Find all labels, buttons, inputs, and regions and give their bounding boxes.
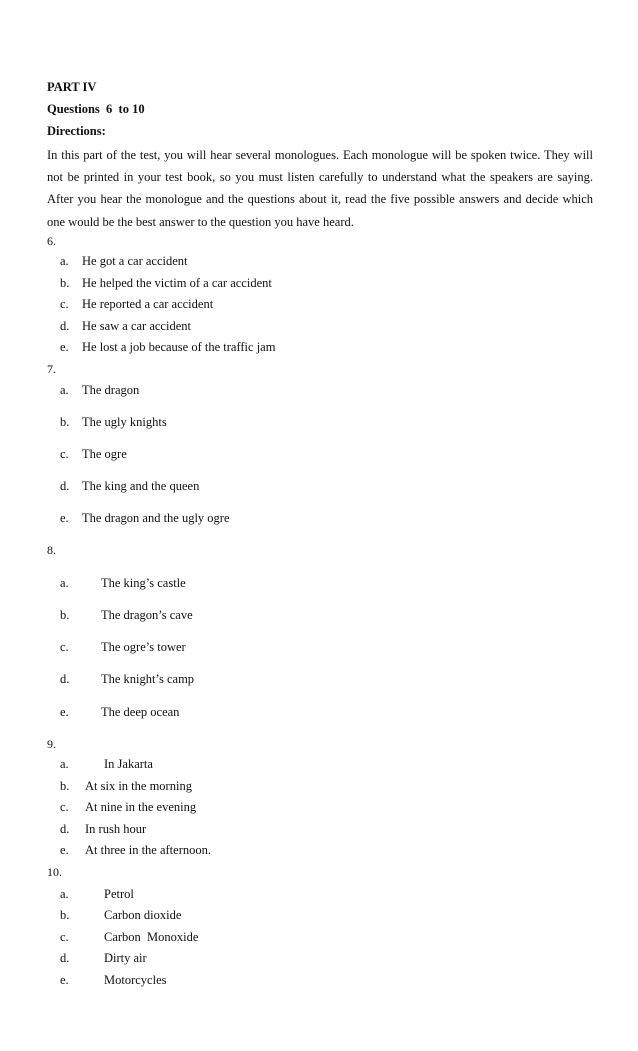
option-letter: a. xyxy=(60,887,69,901)
option-letter: e. xyxy=(60,973,69,987)
option-text: The king and the queen xyxy=(82,479,200,493)
option-letter: e. xyxy=(60,340,69,354)
option-letter: d. xyxy=(60,822,70,836)
option-text: The dragon xyxy=(82,383,140,397)
option-letter: c. xyxy=(60,447,69,461)
questions-range: Questions 6 to 10 xyxy=(47,102,145,116)
question-number: 10. xyxy=(47,865,62,879)
option-letter: d. xyxy=(60,672,70,686)
option-letter: c. xyxy=(60,930,69,944)
option-text: The knight’s camp xyxy=(101,672,195,686)
option-text: Motorcycles xyxy=(104,973,167,987)
option-letter: b. xyxy=(60,908,70,922)
option-letter: e. xyxy=(60,843,69,857)
question-number: 6. xyxy=(47,234,56,248)
option-text: He helped the victim of a car accident xyxy=(82,276,272,290)
question-number: 7. xyxy=(47,362,56,376)
option-text: Dirty air xyxy=(104,951,147,965)
question-number: 9. xyxy=(47,737,56,751)
directions-text: In this part of the test, you will hear several monologues. Each monologue will be spoken twice. They will not be printed in your test book, so you must listen carefully to understand what the speakers are saying. After you hear the monologue and the questions about it, read the five possible answers and decide which one would be the best answer to the question you have heard. xyxy=(47,148,593,229)
option-letter: b. xyxy=(60,608,70,622)
option-letter: b. xyxy=(60,276,70,290)
option-text: At six in the morning xyxy=(85,779,192,793)
option-text: Carbon dioxide xyxy=(104,908,182,922)
question-number: 8. xyxy=(47,543,56,557)
option-letter: c. xyxy=(60,640,69,654)
option-letter: a. xyxy=(60,576,69,590)
option-text: Petrol xyxy=(104,887,134,901)
option-letter: d. xyxy=(60,319,70,333)
option-text: He reported a car accident xyxy=(82,297,214,311)
option-letter: e. xyxy=(60,705,69,719)
option-text: At nine in the evening xyxy=(85,800,197,814)
option-letter: c. xyxy=(60,297,69,311)
part-title: PART IV xyxy=(47,80,97,94)
option-text: The king’s castle xyxy=(101,576,186,590)
option-letter: c. xyxy=(60,800,69,814)
option-text: The dragon’s cave xyxy=(101,608,193,622)
option-text: In Jakarta xyxy=(104,757,153,771)
option-text: Carbon Monoxide xyxy=(104,930,199,944)
option-text: The ugly knights xyxy=(82,415,167,429)
option-text: The ogre xyxy=(82,447,127,461)
option-text: He got a car accident xyxy=(82,254,188,268)
option-letter: d. xyxy=(60,479,70,493)
option-letter: d. xyxy=(60,951,70,965)
option-letter: b. xyxy=(60,779,70,793)
option-text: In rush hour xyxy=(85,822,147,836)
option-text: The dragon and the ugly ogre xyxy=(82,511,230,525)
option-letter: a. xyxy=(60,757,69,771)
option-text: He saw a car accident xyxy=(82,319,191,333)
option-letter: b. xyxy=(60,415,70,429)
option-text: The deep ocean xyxy=(101,705,180,719)
option-letter: a. xyxy=(60,383,69,397)
option-text: At three in the afternoon. xyxy=(85,843,211,857)
option-text: The ogre’s tower xyxy=(101,640,186,654)
option-letter: a. xyxy=(60,254,69,268)
option-text: He lost a job because of the traffic jam xyxy=(82,340,276,354)
directions-label: Directions: xyxy=(47,124,106,138)
option-letter: e. xyxy=(60,511,69,525)
